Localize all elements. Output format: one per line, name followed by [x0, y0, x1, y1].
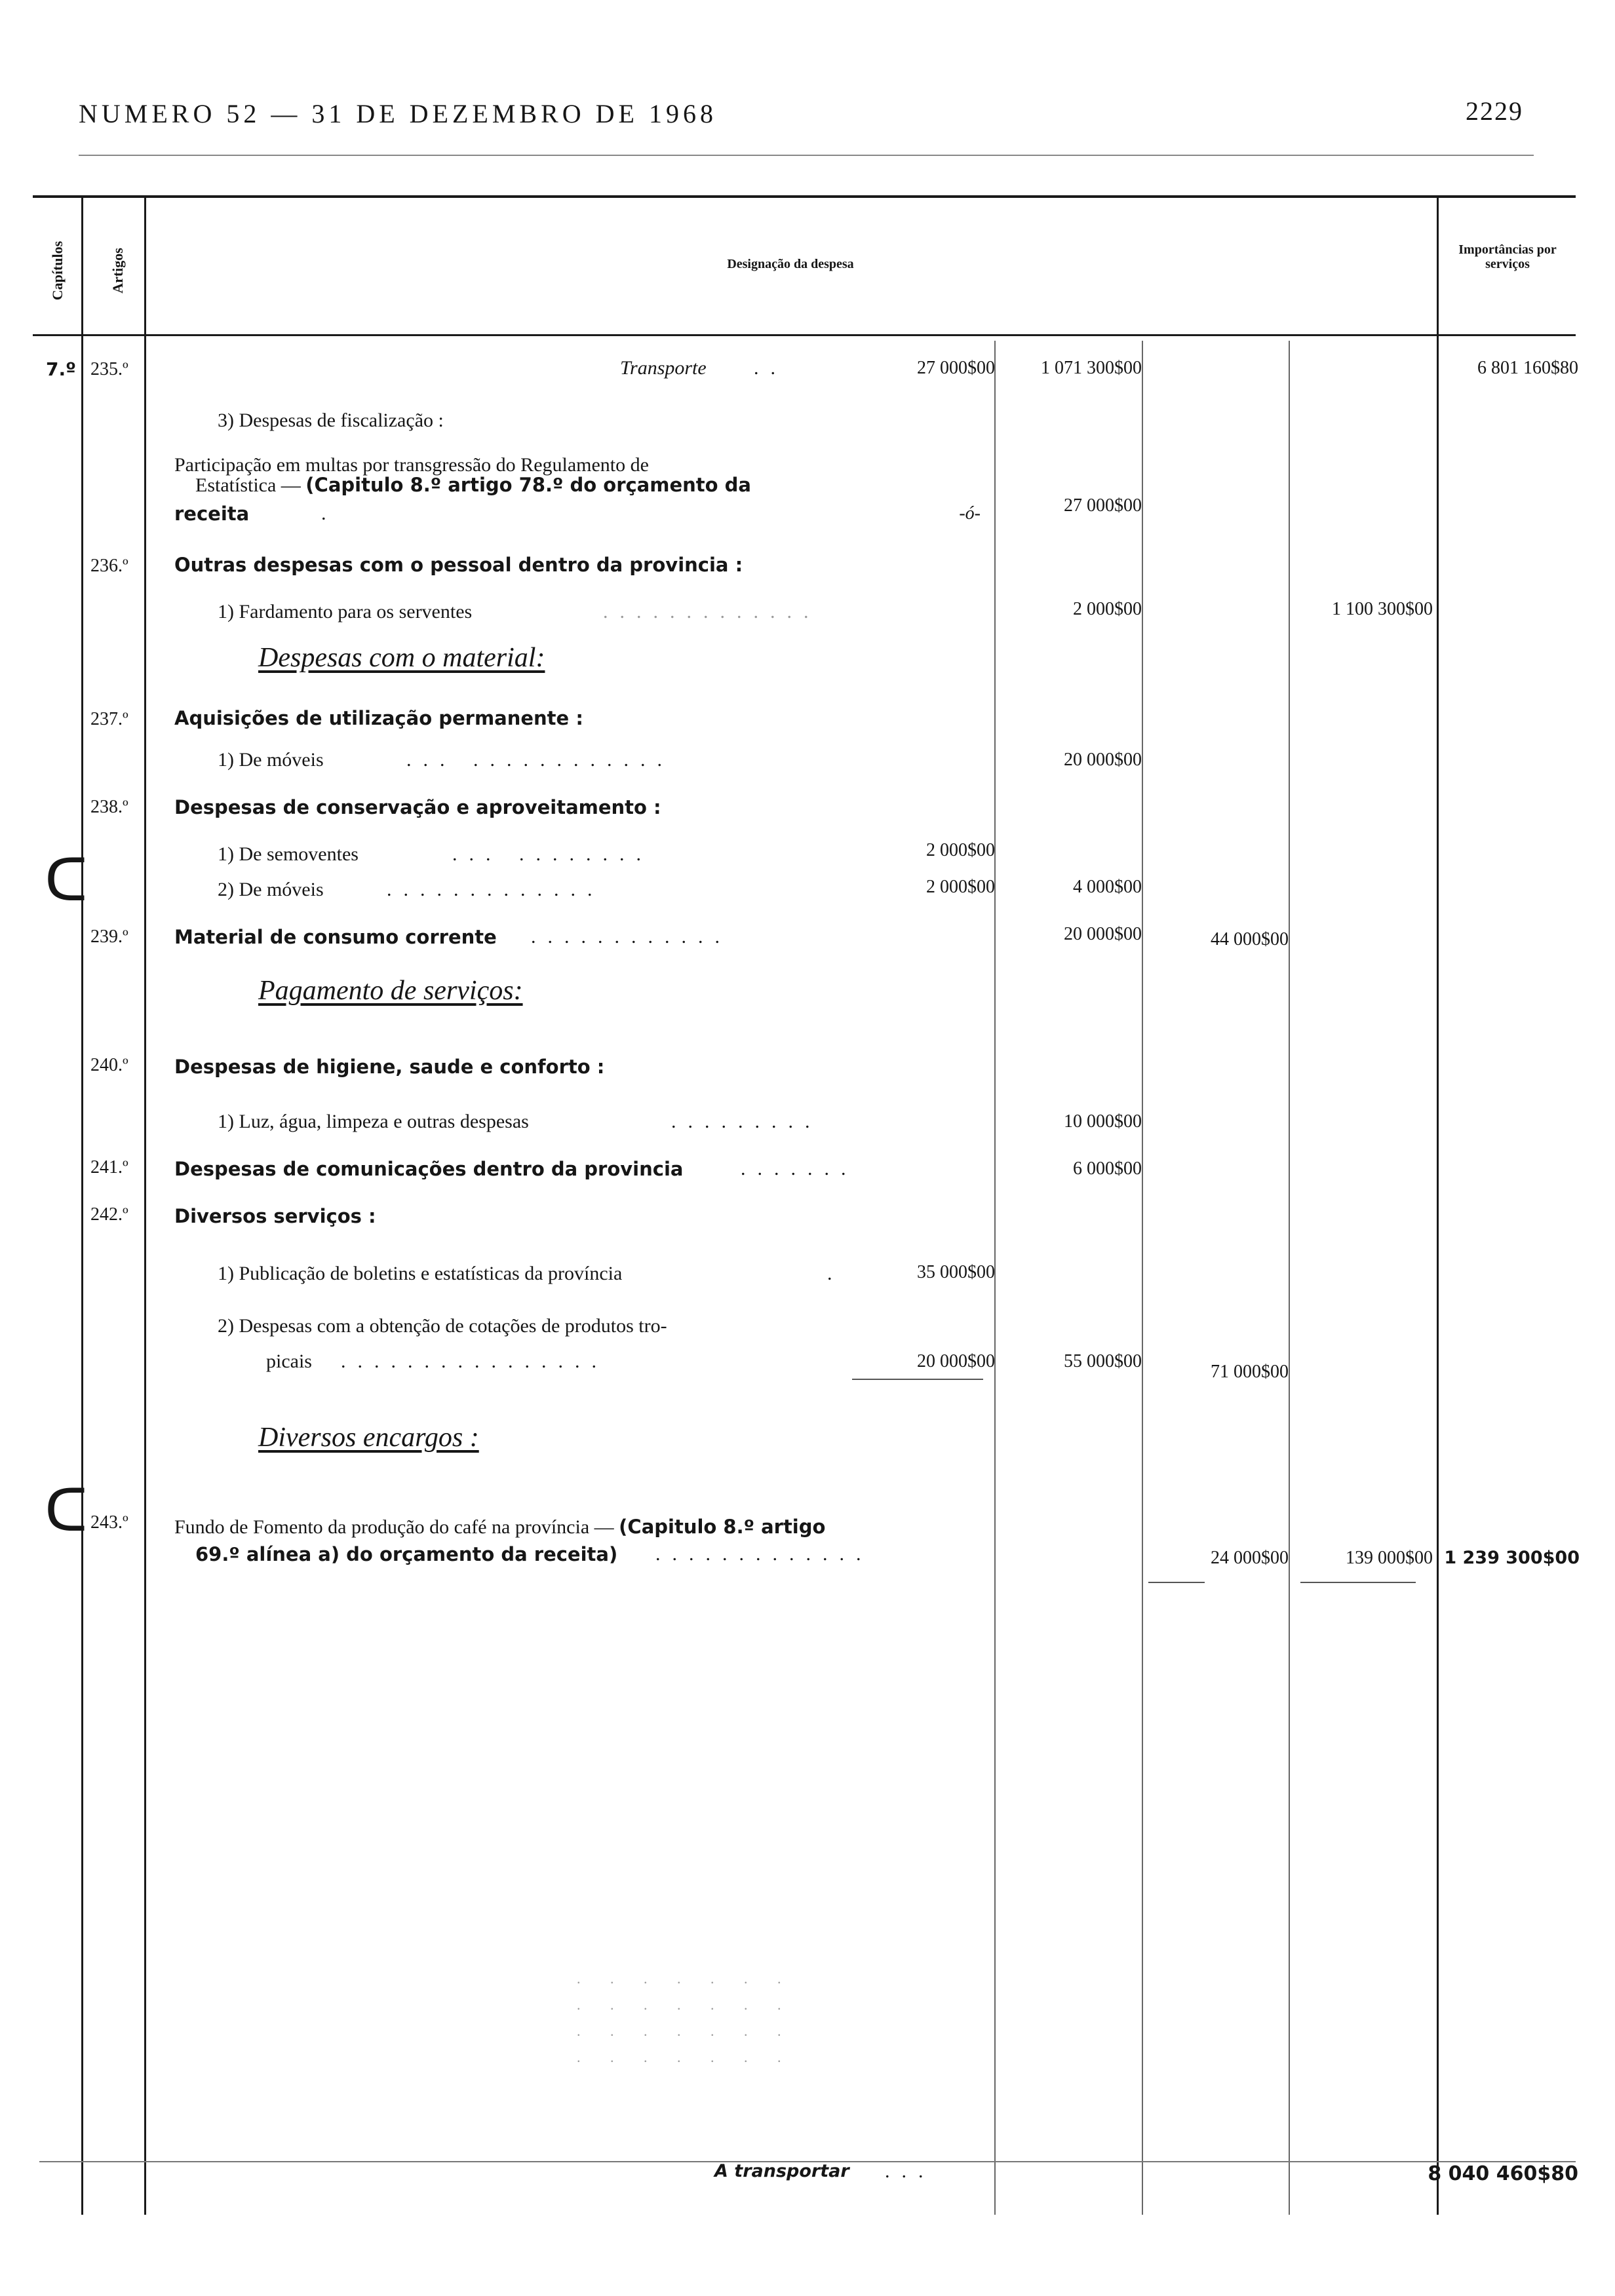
fiscalizacao-title: 3) Despesas de fiscalização :	[218, 410, 444, 431]
page-number: 2229	[1466, 96, 1523, 126]
fundo-line-1	[174, 1515, 825, 1539]
artigo-236: 236.º	[90, 556, 128, 576]
fiscalizacao-dash: -ó-	[959, 503, 981, 524]
fardamento-dots: .............	[603, 601, 821, 622]
margin-mark-1: ᑕ	[45, 849, 88, 913]
comunicacoes-dots: .......	[741, 1158, 858, 1179]
page-header-title: NUMERO 52 — 31 DE DEZEMBRO DE 1968	[79, 99, 717, 128]
transporte-col6: 6 801 160$80	[1477, 358, 1578, 378]
aquisicoes-title: Aquisições de utilização permanente :	[174, 707, 583, 729]
col-divider-importancias	[1437, 197, 1439, 2215]
margin-mark-2: ᑕ	[45, 1479, 88, 1544]
fiscalizacao-col2: 27 000$00	[1064, 495, 1142, 516]
section-despesas-material: Despesas com o material:	[258, 643, 545, 673]
moveis-1-label: 1) De móveis	[218, 749, 324, 771]
higiene-title: Despesas de higiene, saude e conforto :	[174, 1056, 605, 1078]
artigo-243: 243.º	[90, 1512, 128, 1533]
fiscalizacao-dots: .	[321, 503, 338, 524]
fiscalizacao-line-2a: Estatística —	[195, 474, 306, 496]
conservacao-title: Despesas de conservação e aproveitamento :	[174, 796, 661, 818]
fundo-col6: 1 239 300$00	[1444, 1548, 1580, 1568]
col-header-artigos: Artigos	[109, 248, 126, 294]
transporte-label: Transporte	[620, 357, 707, 379]
moveis-2-label: 2) De móveis	[218, 879, 324, 900]
section-pagamento-servicos: Pagamento de serviços:	[258, 976, 523, 1006]
col-divider-artigos	[144, 197, 146, 2215]
fundo-col3-underline	[1148, 1582, 1205, 1583]
transporte-col2: 1 071 300$00	[1041, 358, 1142, 378]
col-divider-amount-3	[1289, 341, 1290, 2215]
cotacoes-col2: 55 000$00	[1064, 1351, 1142, 1371]
fundo-line-1a: Fundo de Fomento da produção do café na província —	[174, 1516, 619, 1538]
artigo-242: 242.º	[90, 1204, 128, 1225]
consumo-col2: 20 000$00	[1064, 924, 1142, 944]
fiscalizacao-line-3: receita	[174, 503, 250, 525]
outras-despesas-title: Outras despesas com o pessoal dentro da provincia :	[174, 554, 743, 576]
fundo-col4-underline	[1300, 1582, 1416, 1583]
table-header-rule	[33, 334, 1576, 336]
cotacoes-col1: 20 000$00	[917, 1351, 995, 1371]
col-divider-amount-2	[1142, 341, 1143, 2215]
comunicacoes-label: Despesas de comunicações dentro da provincia	[174, 1158, 684, 1180]
artigo-235: 235.º	[90, 359, 128, 379]
fiscalizacao-line-2b: (Capitulo 8.º artigo 78.º do orçamento da	[305, 474, 751, 496]
luz-dots: .........	[671, 1111, 822, 1132]
fiscalizacao-line-2	[195, 473, 751, 497]
header-underline	[79, 155, 1534, 156]
transporte-dots: ..	[754, 357, 787, 379]
fiscalizacao-line-1: Participação em multas por transgressão do Regulamento de	[174, 454, 649, 476]
fardamento-label: 1) Fardamento para os serventes	[218, 601, 473, 622]
comunicacoes-col2: 6 000$00	[1073, 1158, 1142, 1179]
moveis-2-col2: 4 000$00	[1073, 877, 1142, 897]
fundo-col4: 139 000$00	[1346, 1548, 1433, 1568]
fardamento-col5: 1 100 300$00	[1332, 599, 1433, 619]
semoventes-label: 1) De semoventes	[218, 843, 359, 865]
consumo-dots: ............	[531, 926, 731, 947]
a-transportar-dots: ...	[885, 2160, 935, 2182]
consumo-label: Material de consumo corrente	[174, 926, 497, 948]
faint-dotted-area: . . . . . . . . . . . . . . . . . . . . . . . . . . . .	[577, 1970, 794, 2065]
cotacoes-dots: ................	[341, 1350, 608, 1372]
publicacao-dots: .	[827, 1263, 844, 1284]
cotacoes-line-2: picais	[266, 1350, 312, 1372]
semoventes-dots: ... ........	[452, 843, 653, 865]
capitulo-number: 7.º	[46, 358, 76, 380]
artigo-241: 241.º	[90, 1157, 128, 1177]
fundo-line-1b: (Capitulo 8.º artigo	[619, 1516, 826, 1538]
semoventes-col1: 2 000$00	[926, 840, 995, 860]
a-transportar-label: A transportar	[714, 2161, 849, 2181]
col-header-importancias: Importâncias por serviços	[1458, 242, 1557, 271]
artigo-237: 237.º	[90, 709, 128, 729]
table-top-rule	[33, 195, 1576, 198]
cotacoes-line-1: 2) Despesas com a obtenção de cotações de produtos tro-	[218, 1315, 667, 1337]
artigo-238: 238.º	[90, 797, 128, 817]
fundo-line-2: 69.º alínea a) do orçamento da receita)	[195, 1543, 618, 1565]
fundo-dots: .............	[655, 1543, 873, 1565]
artigo-240: 240.º	[90, 1055, 128, 1075]
fundo-col3: 24 000$00	[1211, 1548, 1289, 1568]
transporte-col1: 27 000$00	[917, 358, 995, 378]
moveis-1-col2: 20 000$00	[1064, 750, 1142, 770]
diversos-servicos-title: Diversos serviços :	[174, 1205, 376, 1227]
col-header-capitulos: Capítulos	[49, 240, 66, 301]
luz-label: 1) Luz, água, limpeza e outras despesas	[218, 1111, 529, 1132]
col-divider-capitulos	[81, 197, 83, 2215]
moveis-1-dots: ... ............	[406, 749, 674, 771]
moveis-2-col1: 2 000$00	[926, 877, 995, 897]
fardamento-col2: 2 000$00	[1073, 599, 1142, 619]
section-diversos-encargos: Diversos encargos :	[258, 1423, 479, 1453]
luz-col2: 10 000$00	[1064, 1111, 1142, 1132]
artigo-239: 239.º	[90, 927, 128, 947]
col-header-designacao: Designação da despesa	[727, 257, 854, 271]
cotacoes-col1-underline	[852, 1379, 983, 1380]
publicacao-col1: 35 000$00	[917, 1262, 995, 1282]
publicacao-label: 1) Publicação de boletins e estatísticas da província	[218, 1263, 623, 1284]
moveis-2-dots: .............	[387, 879, 604, 900]
a-transportar-total: 8 040 460$80	[1428, 2162, 1578, 2185]
consumo-col3: 44 000$00	[1211, 929, 1289, 949]
cotacoes-col3: 71 000$00	[1211, 1362, 1289, 1382]
